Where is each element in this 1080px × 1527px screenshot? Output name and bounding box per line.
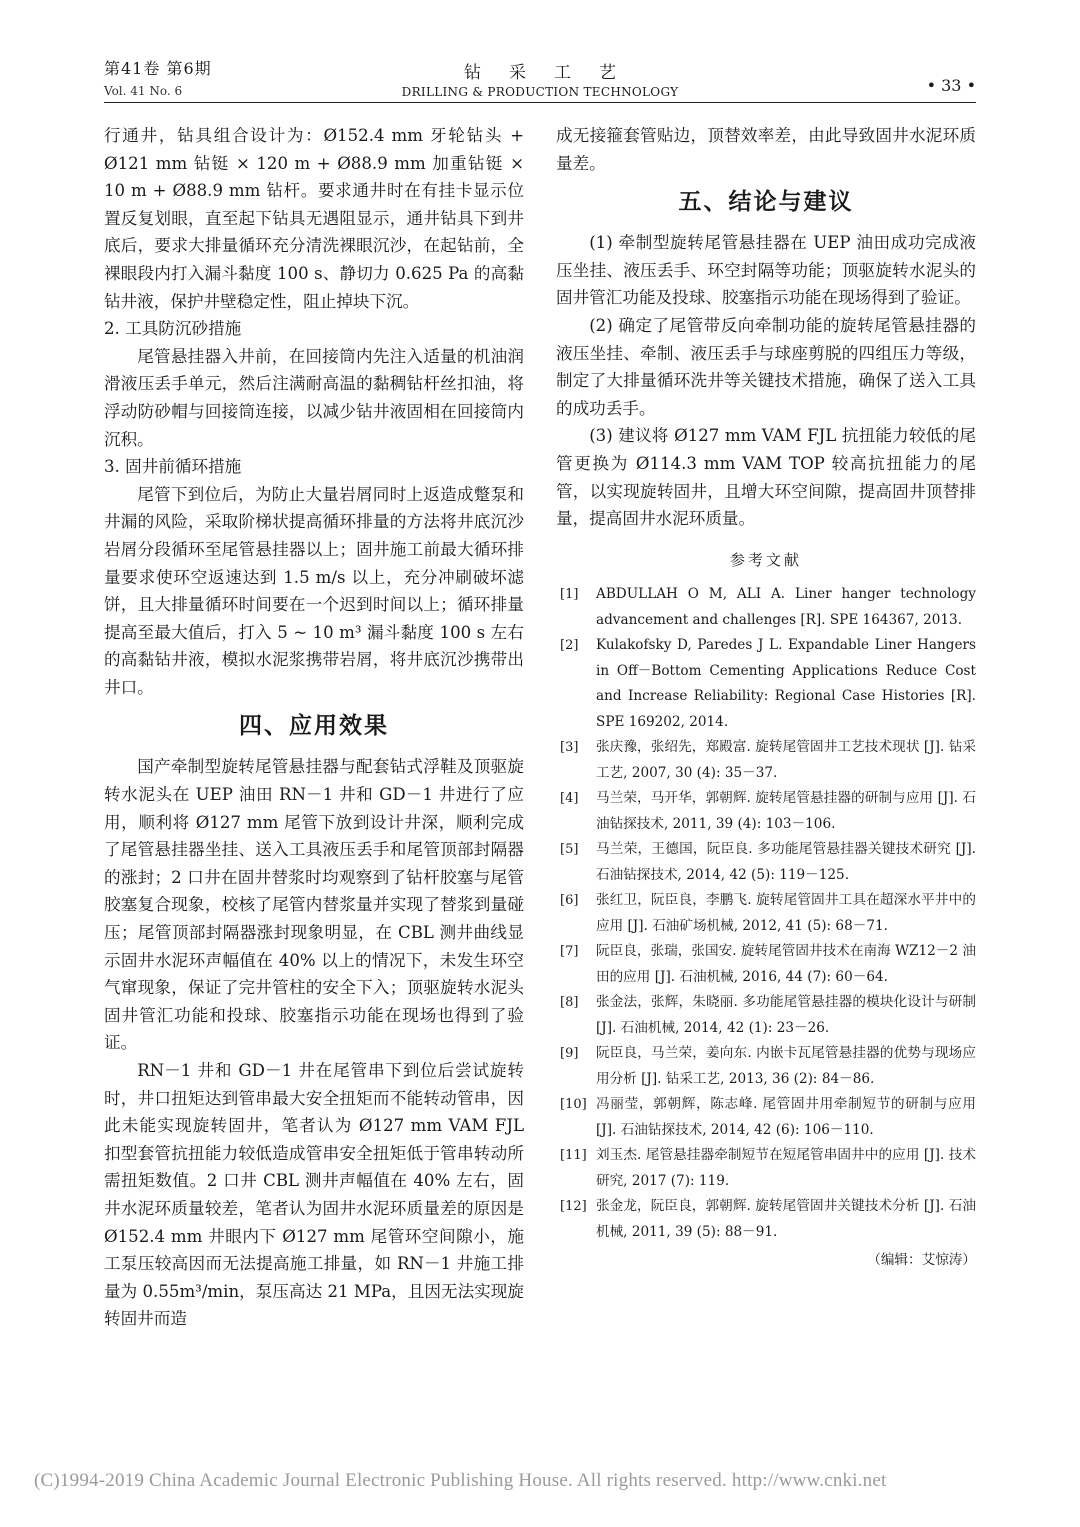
reference-item <box>556 735 976 786</box>
left-column <box>104 122 524 1333</box>
volume-issue-cn: 第41卷 第6期 <box>104 59 212 78</box>
paragraph: 尾管下到位后，为防止大量岩屑同时上返造成蹩泵和井漏的风险，采取阶梯状提高循环排量的方法将井底沉沙岩屑分段循环至尾管悬挂器以上；固井施工前最大循环排量要求使环空返速达到 1.5 m/s 以上，充分冲刷破坏滤饼，且大排量循环时间要在一个迟到时间以上；循环排量提高至最大值后，打入 5 ~ 10 m³ 漏斗黏度 100 s 左右的高黏钻井液，模拟水泥浆携带岩屑，将井底沉沙携带出井口。 <box>104 484 524 697</box>
reference-text: 冯丽莹，郭朝辉，陈志峰. 尾管固井用牵制短节的研制与应用 [J]. 石油钻探技术, 2014, 42 (6): 106－110. <box>596 1096 976 1138</box>
paragraph: 行通井，钻具组合设计为：Ø152.4 mm 牙轮钻头 + Ø121 mm 钻铤 × 120 m + Ø88.9 mm 加重钻铤 × 10 m + Ø88.9 mm 钻杆。要求通井时在有挂卡显示位置反复划眼，直至起下钻具无遇阻显示，通井钻具下到井底后，要求大排量循环充分清洗裸眼沉沙，在起钻前，全裸眼段内打入漏斗黏度 100 s、静切力 0.625 Pa 的高黏钻井液，保护井壁稳定性，阻止掉块下沉。 <box>104 126 524 311</box>
reference-item <box>556 633 976 735</box>
reference-text: 阮臣良，张瑞，张国安. 旋转尾管固井技术在南海 WZ12－2 油田的应用 [J]. 石油机械, 2016, 44 (7): 60－64. <box>596 943 976 985</box>
reference-number: [6] <box>560 893 579 909</box>
section-heading-conclusions: 五、结论与建议 <box>678 189 854 216</box>
reference-text: 刘玉杰. 尾管悬挂器牵制短节在短尾管串固井中的应用 [J]. 技术研究, 2017 (7): 119. <box>596 1147 976 1189</box>
reference-item <box>556 1092 976 1143</box>
reference-number: [12] <box>560 1199 587 1215</box>
reference-item <box>556 1143 976 1194</box>
page-number: • 33 • <box>926 76 976 95</box>
reference-text: 张金法，张辉，朱晓丽. 多功能尾管悬挂器的模块化设计与研制 [J]. 石油机械, 2014, 42 (1): 23－26. <box>596 994 976 1036</box>
reference-number: [9] <box>560 1046 579 1062</box>
reference-text: 张红卫，阮臣良，李鹏飞. 旋转尾管固井工具在超深水平井中的应用 [J]. 石油矿场机械, 2012, 41 (5): 68－71. <box>596 892 976 934</box>
reference-item <box>556 1194 976 1245</box>
reference-list <box>556 582 976 1245</box>
reference-number: [3] <box>560 740 579 756</box>
reference-number: [5] <box>560 842 579 858</box>
paragraph: 国产牵制型旋转尾管悬挂器与配套钻式浮鞋及顶驱旋转水泥头在 UEP 油田 RN－1 井和 GD－1 井进行了应用，顺利将 Ø127 mm 尾管下放到设计井深，顺利完成了尾管悬挂器坐挂、送入工具液压丢手和尾管顶部封隔器的涨封；2 口井在固井替浆时均观察到了钻杆胶塞与尾管胶塞复合现象，校核了尾管内替浆量并实现了替浆到量碰压；尾管顶部封隔器涨封现象明显，在 CBL 测井曲线显示固井水泥环声幅值在 40% 以上的情况下，未发生环空气窜现象，保证了完井管柱的安全下入；顶驱旋转水泥头固井管汇功能和投球、胶塞指示功能在现场也得到了验证。 <box>104 757 524 1053</box>
journal-title <box>380 58 700 99</box>
references-heading: 参考文献 <box>729 550 802 569</box>
conclusion-item: (3) 建议将 Ø127 mm VAM FJL 抗扭能力较低的尾管更换为 Ø114.3 mm VAM TOP 较高抗扭能力的尾管，以实现旋转固井，且增大环空间隙，提高固井顶替排量，提高固井水泥环质量。 <box>556 426 976 529</box>
reference-item <box>556 1041 976 1092</box>
volume-issue-en: Vol. 41 No. 6 <box>104 84 183 98</box>
conclusion-item: (1) 牵制型旋转尾管悬挂器在 UEP 油田成功完成液压坐挂、液压丢手、环空封隔等功能；顶驱旋转水泥头的固井管汇功能及投球、胶塞指示功能在现场得到了验证。 <box>556 233 976 308</box>
subsection-heading: 3. 固井前循环措施 <box>104 457 242 477</box>
reference-item <box>556 582 976 633</box>
reference-item <box>556 786 976 837</box>
header-divider <box>104 102 976 103</box>
reference-item <box>556 939 976 990</box>
reference-number: [11] <box>560 1148 587 1164</box>
reference-item <box>556 837 976 888</box>
copyright-footer: (C)1994-2019 China Academic Journal Electronic Publishing House. All rights reserved. http://www.cnki.net <box>34 1470 887 1491</box>
conclusion-item: (2) 确定了尾管带反向牵制功能的旋转尾管悬挂器的液压坐挂、牵制、液压丢手与球座剪脱的四组压力等级，制定了大排量循环洗井等关键技术措施，确保了送入工具的成功丢手。 <box>556 315 976 418</box>
reference-text: 张金龙，阮臣良，郭朝辉. 旋转尾管固井关键技术分析 [J]. 石油机械, 2011, 39 (5): 88－91. <box>596 1198 976 1240</box>
section-heading-application: 四、应用效果 <box>239 713 389 740</box>
reference-text: 张庆豫，张绍先，郑殿富. 旋转尾管固井工艺技术现状 [J]. 钻采工艺, 2007, 30 (4): 35－37. <box>596 739 976 781</box>
reference-text: Kulakofsky D, Paredes J L. Expandable Liner Hangers in Off－Bottom Cementing Applications Reduce Cost and Increase Reliability: Regional Case Histories [R]. SPE 169202, 2014. <box>596 637 976 730</box>
right-column <box>556 122 976 1275</box>
reference-number: [2] <box>560 638 579 654</box>
reference-text: 阮臣良，马兰荣，姜向东. 内嵌卡瓦尾管悬挂器的优势与现场应用分析 [J]. 钻采工艺, 2013, 36 (2): 84－86. <box>596 1045 976 1087</box>
subsection-heading: 2. 工具防沉砂措施 <box>104 319 242 339</box>
paragraph: 成无接箍套管贴边，顶替效率差，由此导致固井水泥环质量差。 <box>556 126 976 173</box>
reference-text: 马兰荣，王德国，阮臣良. 多功能尾管悬挂器关键技术研究 [J]. 石油钻探技术, 2014, 42 (5): 119－125. <box>596 841 976 883</box>
reference-text: 马兰荣，马开华，郭朝辉. 旋转尾管悬挂器的研制与应用 [J]. 石油钻探技术, 2011, 39 (4): 103－106. <box>596 790 976 832</box>
reference-number: [4] <box>560 791 579 807</box>
reference-number: [8] <box>560 995 579 1011</box>
paragraph: 尾管悬挂器入井前，在回接筒内先注入适量的机油润滑液压丢手单元，然后注满耐高温的黏稠钻杆丝扣油，将浮动防砂帽与回接筒连接，以减少钻井液固相在回接筒内沉积。 <box>104 346 524 449</box>
reference-number: [1] <box>560 587 579 603</box>
reference-number: [10] <box>560 1097 587 1113</box>
journal-title-en: DRILLING & PRODUCTION TECHNOLOGY <box>401 85 679 99</box>
issue-info <box>104 58 212 102</box>
reference-number: [7] <box>560 944 579 960</box>
editor-credit: （编辑：艾惊涛） <box>867 1252 976 1269</box>
journal-title-cn: 钻采工艺 <box>464 63 644 83</box>
reference-text: ABDULLAH O M, ALI A. Liner hanger technology advancement and challenges [R]. SPE 164367, 2013. <box>596 586 976 628</box>
paragraph: RN－1 井和 GD－1 井在尾管串下到位后尝试旋转时，井口扭矩达到管串最大安全扭矩而不能转动管串，因此未能实现旋转固井，笔者认为 Ø127 mm VAM FJL 扣型套管抗扭能力较低造成管串安全扭矩低于管串转动所需扭矩数值。2 口井 CBL 测井声幅值在 40% 左右，固井水泥环质量较差，笔者认为固井水泥环质量差的原因是 Ø152.4 mm 井眼内下 Ø127 mm 尾管环空间隙小，施工泵压较高因而无法提高施工排量，如 RN－1 井施工排量为 0.55m³/min，泵压高达 21 MPa，且因无法实现旋转固井而造 <box>104 1061 524 1329</box>
reference-item <box>556 990 976 1041</box>
reference-item <box>556 888 976 939</box>
